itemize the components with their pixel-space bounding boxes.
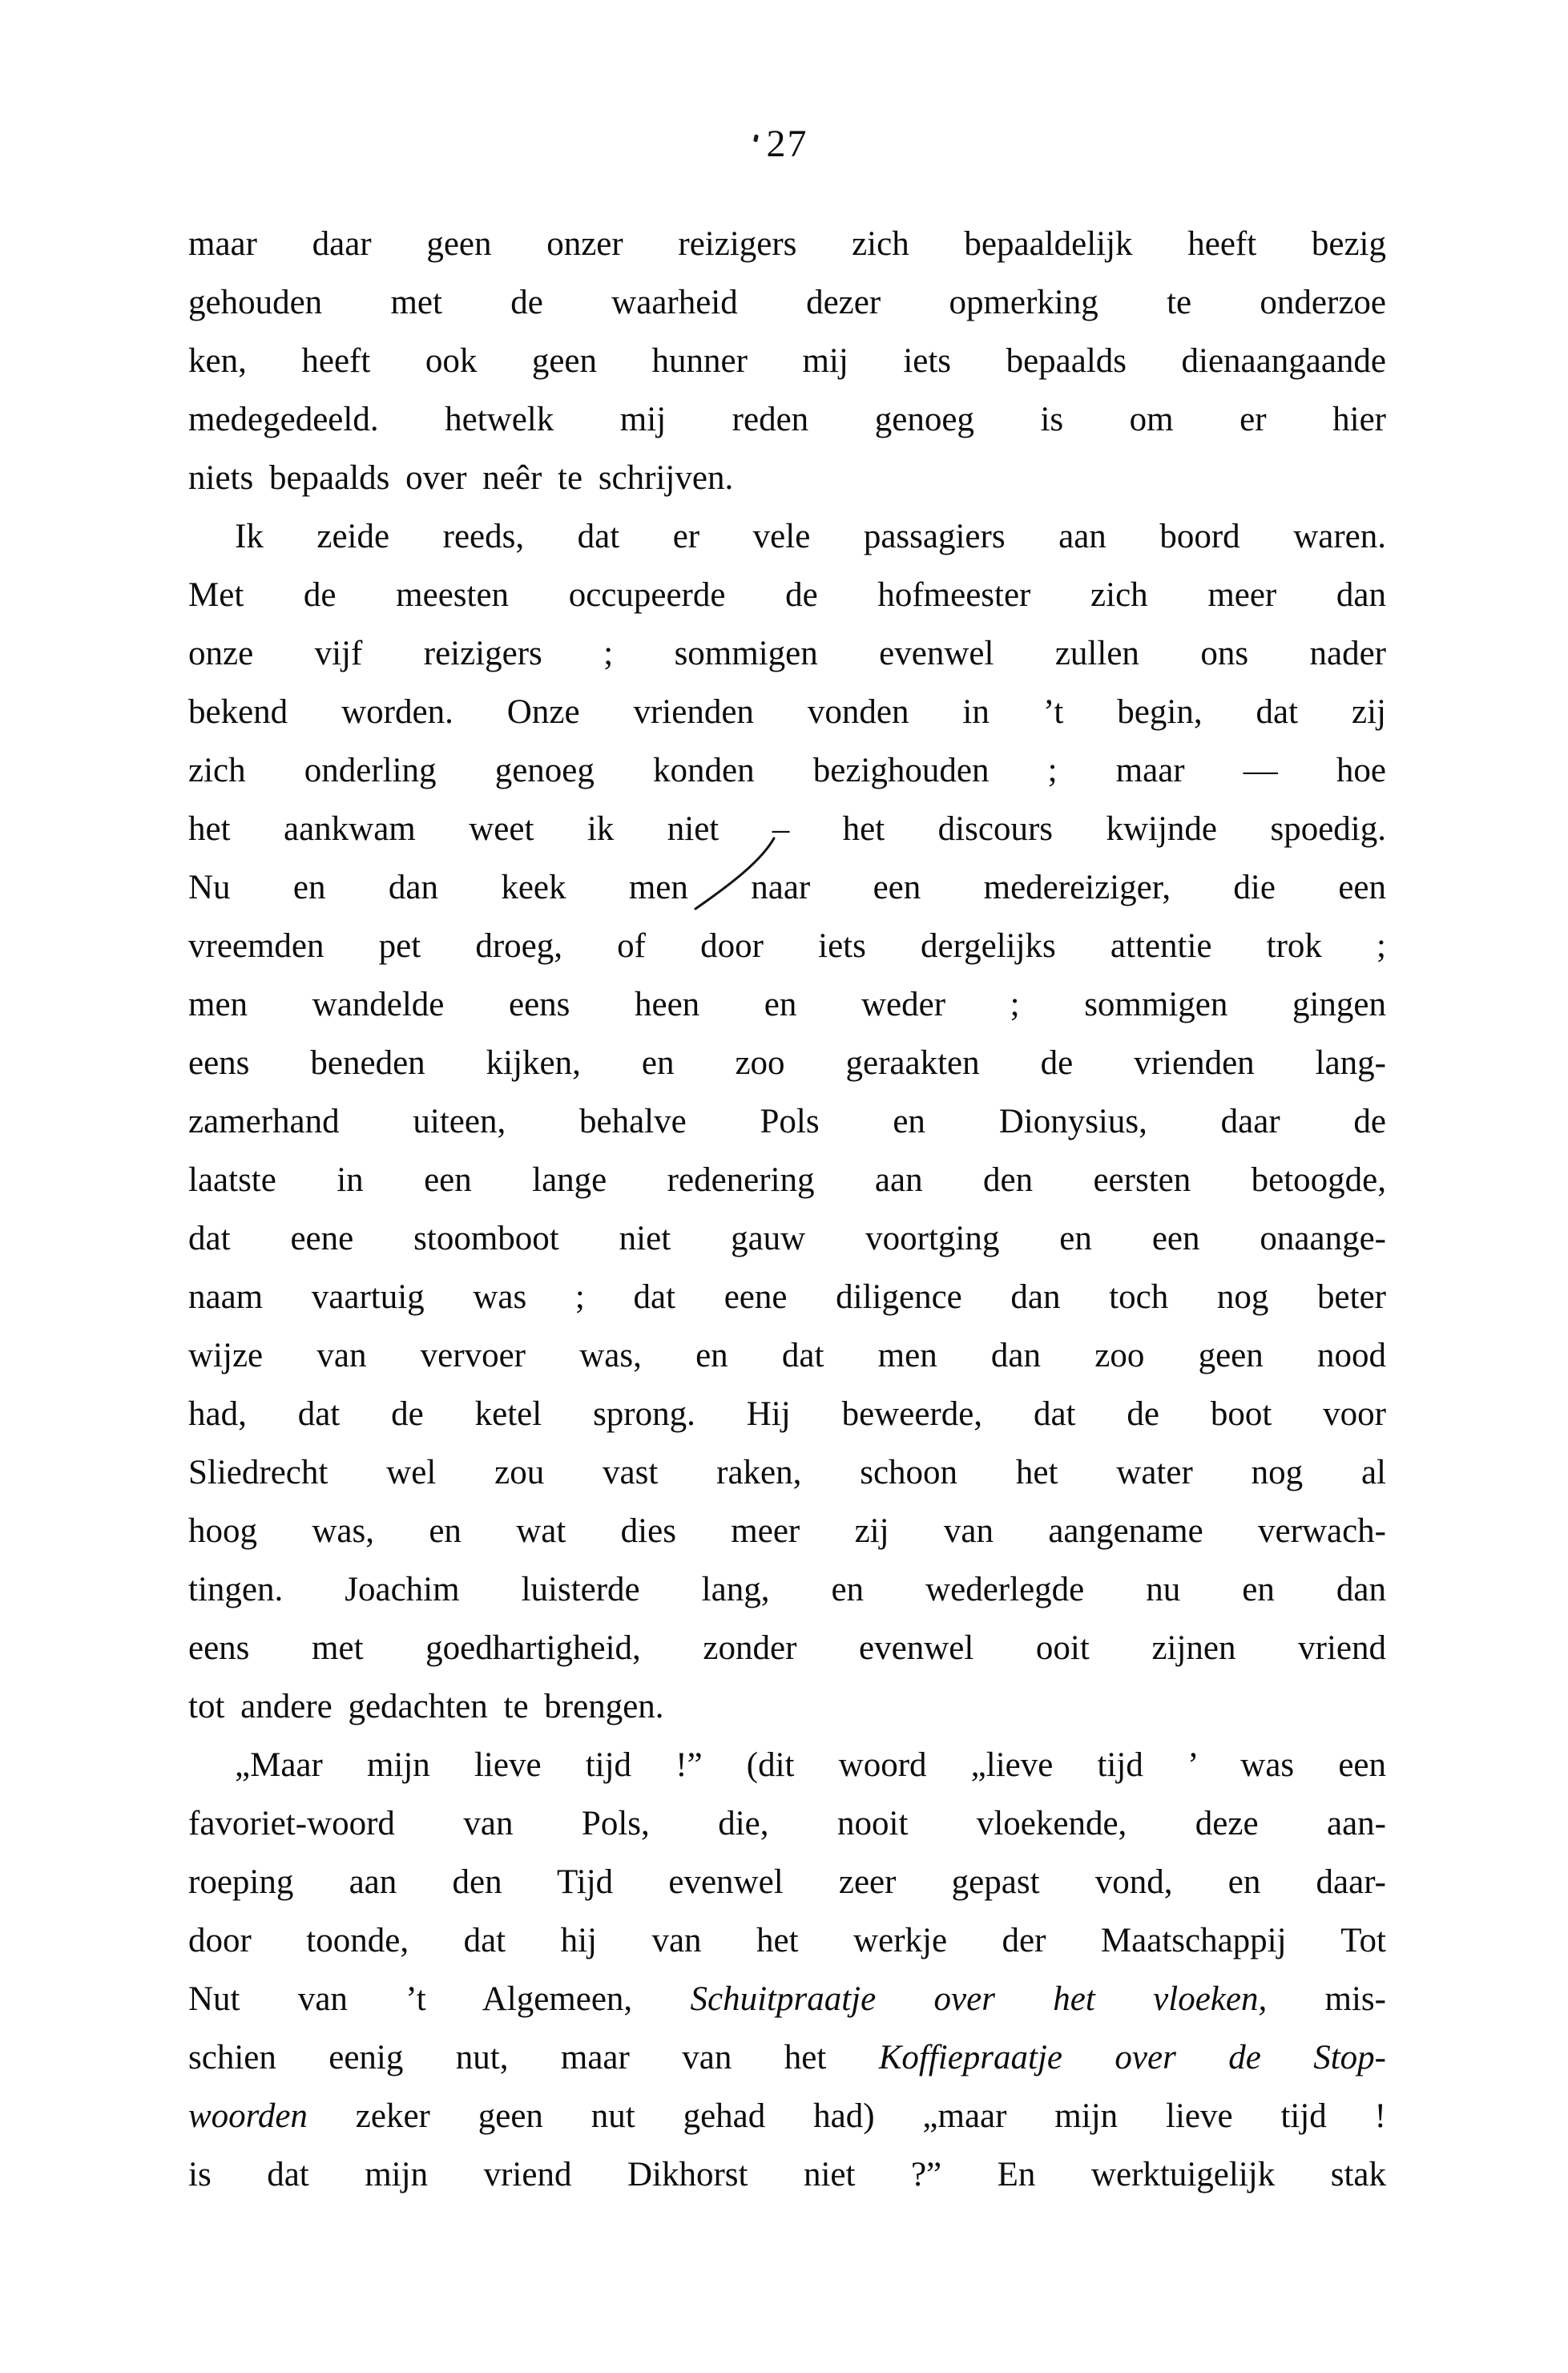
text-line — [188, 1677, 1386, 1736]
text-line — [188, 2028, 1386, 2087]
text-line — [188, 1736, 1386, 1794]
text-line — [188, 215, 1386, 273]
text-line — [188, 975, 1386, 1034]
text-line — [188, 1034, 1386, 1092]
text-line — [188, 1560, 1386, 1619]
text-segment: Nut van ’t Algemeen, — [188, 1980, 691, 2018]
text-segment: schien eenig nut, maar van het — [188, 2039, 879, 2076]
text-segment: het aankwam weet ik niet – het discours kwijnde spoedig. — [188, 810, 1386, 848]
text-line — [188, 1443, 1386, 1502]
text-line — [188, 1619, 1386, 1677]
page-number: 27 — [766, 123, 808, 165]
text-segment: hoog was, en wat dies meer zij van aangename verwach- — [188, 1512, 1386, 1550]
italic-text-segment: Koffiepraatje over de Stop- — [878, 2039, 1386, 2076]
text-segment: dat eene stoomboot niet gauw voortging en een onaange- — [188, 1220, 1386, 1257]
text-segment: tot andere gedachten te brengen. — [188, 1688, 664, 1725]
text-segment: Sliedrecht wel zou vast raken, schoon het water nog al — [188, 1454, 1386, 1491]
text-segment: ken, heeft ook geen hunner mij iets bepaalds dienaangaande — [188, 342, 1386, 380]
text-segment: Met de meesten occupeerde de hofmeester zich meer dan — [188, 576, 1386, 614]
text-segment: maar daar geen onzer reizigers zich bepaaldelijk heeft bezig — [188, 225, 1386, 263]
text-segment: wijze van vervoer was, en dat men dan zoo geen nood — [188, 1337, 1386, 1374]
text-segment: roeping aan den Tijd evenwel zeer gepast vond, en daar- — [188, 1863, 1386, 1901]
text-segment: zamerhand uiteen, behalve Pols en Dionysius, daar de — [188, 1103, 1386, 1140]
text-line — [188, 566, 1386, 624]
text-segment: zeker geen nut gehad had) „maar mijn lieve tijd ! — [307, 2097, 1386, 2135]
text-line — [188, 1502, 1386, 1560]
text-line — [188, 1209, 1386, 1268]
text-line — [188, 2145, 1386, 2204]
text-line — [188, 917, 1386, 975]
text-segment: gehouden met de waarheid dezer opmerking te onderzoe — [188, 284, 1386, 321]
text-segment: men wandelde eens heen en weder ; sommigen gingen — [188, 986, 1386, 1023]
text-line — [188, 1092, 1386, 1151]
text-line — [188, 741, 1386, 800]
text-line — [188, 1911, 1386, 1970]
text-segment: onze vijf reizigers ; sommigen evenwel zullen ons nader — [188, 635, 1386, 672]
text-segment: is dat mijn vriend Dikhorst niet ?” En werktuigelijk stak — [188, 2156, 1386, 2193]
text-segment: eens met goedhartigheid, zonder evenwel ooit zijnen vriend — [188, 1629, 1386, 1667]
text-line — [188, 390, 1386, 449]
text-line — [188, 273, 1386, 332]
text-line — [188, 1970, 1386, 2028]
text-line — [188, 2087, 1386, 2145]
text-segment: eens beneden kijken, en zoo geraakten de vrienden lang- — [188, 1044, 1386, 1082]
text-line — [188, 1385, 1386, 1443]
text-segment: Nu en dan keek men naar een medereiziger, die een — [188, 869, 1386, 906]
text-line — [188, 1326, 1386, 1385]
text-segment: tingen. Joachim luisterde lang, en wederlegde nu en dan — [188, 1571, 1386, 1608]
text-line — [188, 683, 1386, 741]
text-segment: „Maar mijn lieve tijd !” (dit woord „lieve tijd ’ was een — [235, 1746, 1386, 1784]
text-segment: had, dat de ketel sprong. Hij beweerde, dat de boot voor — [188, 1395, 1386, 1433]
text-segment: laatste in een lange redenering aan den eersten betoogde, — [188, 1161, 1386, 1199]
text-segment: door toonde, dat hij van het werkje der Maatschappij Tot — [188, 1922, 1386, 1959]
text-segment: zich onderling genoeg konden bezighouden ; maar — hoe — [188, 752, 1386, 789]
text-line — [188, 507, 1386, 566]
italic-text-segment: woorden — [188, 2097, 308, 2135]
text-line — [188, 332, 1386, 390]
text-line — [188, 1151, 1386, 1209]
text-line — [188, 1268, 1386, 1326]
text-segment: favoriet-woord van Pols, die, nooit vloekende, deze aan- — [188, 1805, 1386, 1842]
text-segment: mis- — [1267, 1980, 1386, 2018]
text-block — [188, 215, 1386, 2204]
text-line — [188, 624, 1386, 683]
text-line — [188, 1794, 1386, 1853]
text-line — [188, 858, 1386, 917]
text-segment: vreemden pet droeg, of door iets dergelijks attentie trok ; — [188, 927, 1386, 965]
text-segment: Ik zeide reeds, dat er vele passagiers aan boord waren. — [235, 518, 1386, 555]
text-segment: bekend worden. Onze vrienden vonden in ’t begin, dat zij — [188, 693, 1386, 731]
text-line — [188, 449, 1386, 507]
text-line — [188, 800, 1386, 858]
text-segment: naam vaartuig was ; dat eene diligence dan toch nog beter — [188, 1278, 1386, 1316]
text-line — [188, 1853, 1386, 1911]
italic-text-segment: Schuitpraatje over het vloeken, — [690, 1980, 1268, 2018]
text-segment: niets bepaalds over neêr te schrijven. — [188, 459, 734, 497]
text-segment: medegedeeld. hetwelk mij reden genoeg is om er hier — [188, 401, 1386, 438]
